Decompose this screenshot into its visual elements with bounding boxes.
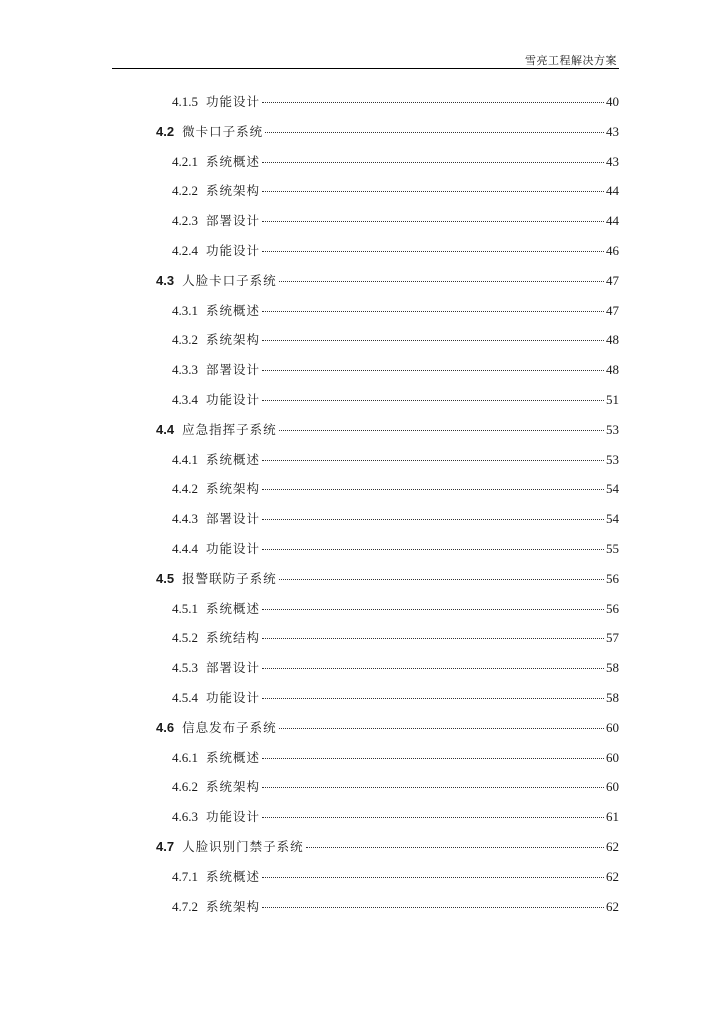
toc-entry-page-number: 57 [606, 630, 619, 646]
toc-dot-leader [262, 697, 604, 699]
toc-entry-number: 4.2.2 [172, 183, 198, 199]
toc-subsection-entry[interactable] [172, 897, 619, 917]
toc-dot-leader [279, 727, 604, 729]
toc-entry-title: 系统架构 [206, 481, 261, 497]
toc-dot-leader [262, 369, 604, 371]
toc-dot-leader [262, 101, 604, 103]
toc-entry-page-number: 62 [606, 839, 619, 854]
toc-entry-page-number: 60 [606, 779, 619, 795]
toc-dot-leader [262, 250, 604, 252]
toc-entry-title: 人脸识别门禁子系统 [182, 839, 304, 854]
toc-entry-page-number: 53 [606, 451, 619, 467]
toc-entry-title: 应急指挥子系统 [182, 421, 277, 437]
toc-subsection-entry[interactable] [172, 628, 619, 648]
toc-entry-title: 微卡口子系统 [182, 123, 264, 139]
toc-entry-title: 功能设计 [206, 392, 261, 407]
toc-subsection-entry[interactable] [172, 479, 619, 499]
toc-dot-leader [265, 131, 604, 133]
toc-entry-page-number: 56 [606, 600, 619, 616]
toc-section-entry[interactable] [156, 420, 619, 440]
toc-entry-title: 系统概述 [206, 153, 261, 169]
toc-entry-page-number: 56 [606, 570, 619, 586]
toc-entry-page-number: 44 [606, 213, 619, 229]
toc-dot-leader [262, 339, 604, 341]
toc-entry-number: 4.6 [156, 719, 175, 735]
toc-dot-leader [262, 548, 604, 550]
toc-entry-number: 4.5.2 [172, 630, 198, 646]
toc-entry-title: 功能设计 [206, 94, 261, 109]
toc-entry-number: 4.2.4 [172, 243, 198, 258]
toc-entry-title: 报警联防子系统 [182, 570, 277, 586]
toc-entry-page-number: 62 [606, 898, 619, 914]
toc-subsection-entry[interactable] [172, 241, 619, 261]
toc-entry-title: 系统架构 [206, 332, 261, 348]
toc-subsection-entry[interactable] [172, 509, 619, 529]
toc-entry-page-number: 54 [606, 481, 619, 497]
toc-dot-leader [262, 518, 604, 520]
toc-subsection-entry[interactable] [172, 807, 619, 827]
toc-dot-leader [262, 906, 604, 908]
toc-entry-page-number: 58 [606, 690, 619, 705]
toc-entry-title: 系统概述 [206, 749, 261, 765]
toc-subsection-entry[interactable] [172, 181, 619, 201]
toc-entry-number: 4.4 [156, 421, 175, 437]
toc-dot-leader [262, 488, 604, 490]
toc-subsection-entry[interactable] [172, 867, 619, 887]
toc-entry-page-number: 54 [606, 511, 619, 527]
toc-entry-number: 4.3.2 [172, 332, 198, 348]
toc-dot-leader [262, 816, 604, 818]
toc-dot-leader [262, 667, 604, 669]
toc-subsection-entry[interactable] [172, 301, 619, 321]
toc-dot-leader [262, 399, 604, 401]
toc-dot-leader [262, 608, 604, 610]
toc-entry-page-number: 53 [606, 421, 619, 437]
toc-dot-leader [262, 876, 604, 878]
toc-entry-page-number: 47 [606, 302, 619, 318]
toc-entry-title: 功能设计 [206, 809, 261, 825]
toc-entry-title: 功能设计 [206, 690, 261, 705]
toc-subsection-entry[interactable] [172, 748, 619, 768]
toc-subsection-entry[interactable] [172, 330, 619, 350]
toc-subsection-entry[interactable] [172, 152, 619, 172]
toc-entry-number: 4.5 [156, 570, 175, 586]
toc-dot-leader [262, 637, 604, 639]
toc-entry-number: 4.7.2 [172, 898, 198, 914]
toc-entry-number: 4.2 [156, 123, 175, 139]
toc-entry-number: 4.7.1 [172, 868, 198, 884]
toc-entry-number: 4.5.3 [172, 660, 198, 676]
toc-entry-number: 4.6.1 [172, 749, 198, 765]
toc-subsection-entry[interactable] [172, 688, 619, 708]
toc-entry-number: 4.5.4 [172, 690, 198, 705]
toc-subsection-entry[interactable] [172, 211, 619, 231]
toc-subsection-entry[interactable] [172, 777, 619, 797]
toc-entry-title: 系统概述 [206, 600, 261, 616]
toc-entry-page-number: 60 [606, 749, 619, 765]
toc-entry-title: 系统结构 [206, 630, 261, 646]
toc-entry-page-number: 46 [606, 243, 619, 258]
toc-entry-title: 系统架构 [206, 183, 261, 199]
toc-entry-number: 4.3.4 [172, 392, 198, 407]
toc-subsection-entry[interactable] [172, 599, 619, 619]
toc-subsection-entry[interactable] [172, 360, 619, 380]
toc-entry-number: 4.7 [156, 839, 175, 854]
toc-section-entry[interactable] [156, 718, 619, 738]
toc-entry-title: 系统概述 [206, 868, 261, 884]
toc-entry-page-number: 48 [606, 362, 619, 378]
toc-dot-leader [262, 757, 604, 759]
toc-dot-leader [262, 786, 604, 788]
toc-entry-number: 4.3 [156, 272, 175, 288]
toc-dot-leader [279, 578, 604, 580]
toc-entry-title: 功能设计 [206, 541, 261, 556]
toc-entry-title: 系统架构 [206, 898, 261, 914]
toc-dot-leader [262, 220, 604, 222]
toc-entry-title: 部署设计 [206, 660, 261, 676]
toc-dot-leader [306, 846, 604, 848]
toc-subsection-entry[interactable] [172, 539, 619, 559]
toc-entry-title: 部署设计 [206, 213, 261, 229]
toc-entry-title: 系统概述 [206, 302, 261, 318]
toc-entry-number: 4.4.1 [172, 451, 198, 467]
toc-entry-page-number: 43 [606, 153, 619, 169]
toc-entry-number: 4.6.2 [172, 779, 198, 795]
toc-entry-page-number: 51 [606, 392, 619, 407]
toc-entry-title: 功能设计 [206, 243, 261, 258]
toc-entry-title: 系统概述 [206, 451, 261, 467]
page-header [112, 50, 619, 69]
toc-entry-number: 4.3.1 [172, 302, 198, 318]
toc-entry-number: 4.2.1 [172, 153, 198, 169]
toc-entry-page-number: 48 [606, 332, 619, 348]
toc-entry-number: 4.4.3 [172, 511, 198, 527]
toc-entry-page-number: 44 [606, 183, 619, 199]
toc-dot-leader [262, 190, 604, 192]
header-title: 雪亮工程解决方案 [525, 54, 617, 67]
toc-subsection-entry[interactable] [172, 92, 619, 112]
toc-entry-title: 系统架构 [206, 779, 261, 795]
toc-entry-number: 4.3.3 [172, 362, 198, 378]
toc-dot-leader [262, 459, 604, 461]
toc-section-entry[interactable] [156, 569, 619, 589]
toc-entry-number: 4.5.1 [172, 600, 198, 616]
toc-entry-page-number: 55 [606, 541, 619, 556]
toc-entry-title: 信息发布子系统 [182, 719, 277, 735]
toc-subsection-entry[interactable] [172, 450, 619, 470]
toc-entry-number: 4.4.2 [172, 481, 198, 497]
toc-entry-page-number: 43 [606, 123, 619, 139]
toc-section-entry[interactable] [156, 837, 619, 857]
toc-dot-leader [262, 310, 604, 312]
toc-entry-page-number: 47 [606, 272, 619, 288]
toc-dot-leader [262, 161, 604, 163]
toc-entry-page-number: 62 [606, 868, 619, 884]
toc-subsection-entry[interactable] [172, 658, 619, 678]
toc-dot-leader [279, 429, 604, 431]
toc-entry-page-number: 60 [606, 719, 619, 735]
toc-entry-page-number: 40 [606, 94, 619, 109]
toc-entry-number: 4.6.3 [172, 809, 198, 825]
toc-entry-number: 4.4.4 [172, 541, 198, 556]
toc-entry-title: 部署设计 [206, 362, 261, 378]
toc-dot-leader [279, 280, 604, 282]
toc-entry-title: 部署设计 [206, 511, 261, 527]
toc-entry-number: 4.2.3 [172, 213, 198, 229]
toc-section-entry[interactable] [156, 122, 619, 142]
toc-section-entry[interactable] [156, 271, 619, 291]
toc-entry-title: 人脸卡口子系统 [182, 272, 277, 288]
toc-subsection-entry[interactable] [172, 390, 619, 410]
toc-entry-page-number: 61 [606, 809, 619, 825]
toc-entry-number: 4.1.5 [172, 94, 198, 109]
toc-entry-page-number: 58 [606, 660, 619, 676]
